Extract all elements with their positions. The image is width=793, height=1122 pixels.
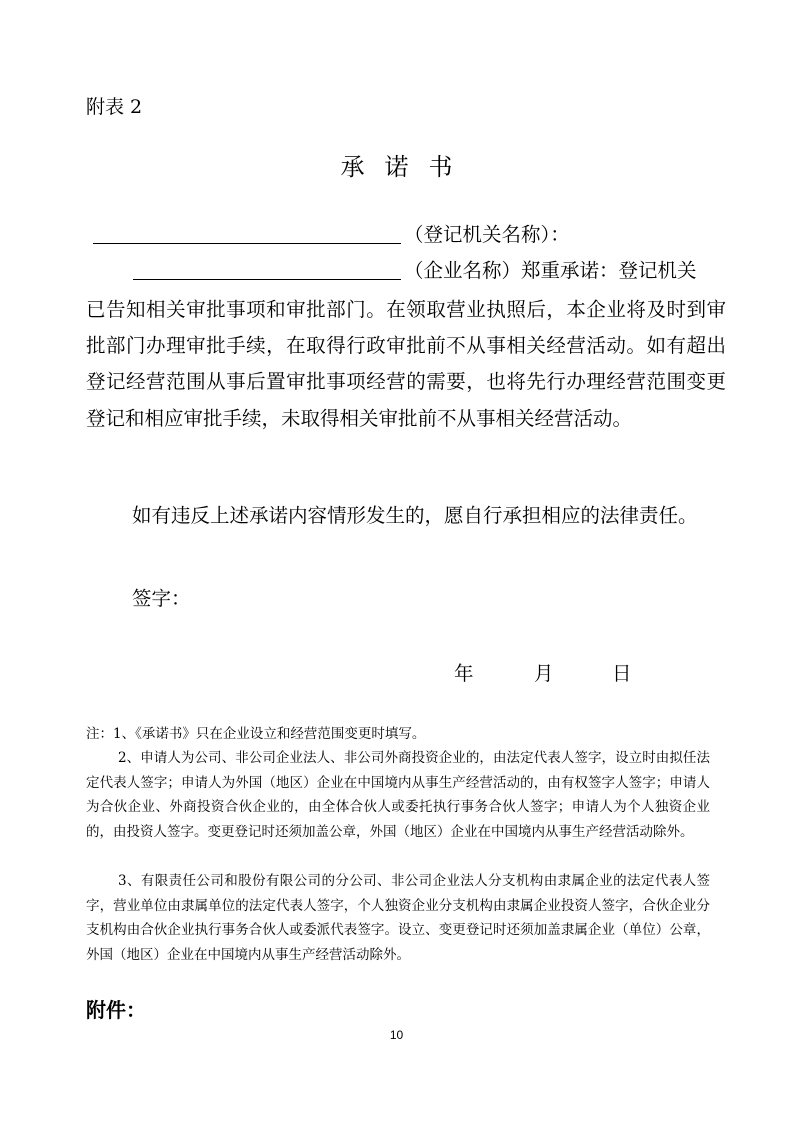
date-month-label: 月 — [534, 662, 554, 685]
document-title: 承诺书 — [340, 153, 473, 181]
signature-label: 签字： — [132, 587, 191, 610]
appendix-label: 附表 2 — [86, 96, 143, 118]
registration-authority-blank[interactable] — [93, 243, 401, 244]
attachment-label: 附件： — [86, 998, 146, 1022]
enterprise-name-blank[interactable] — [133, 279, 401, 280]
page-number: 10 — [389, 1028, 404, 1042]
note-2: 2、申请人为公司、非公司企业法人、非公司外商投资企业的，由法定代表人签字，设立时由拟任法定代表人签字；申请人为外国（地区）企业在中国境内从事生产经营活动的，由有权签字人签字；申请人为合伙企业、外商投资合伙企业的，由全体合伙人或委托执行事务合伙人签字；申请人为个人独资企业的，由投资人签字。变更登记时还须加盖公章，外国（地区）企业在中国境内从事生产经营活动除外。 — [86, 750, 710, 840]
date-day-label: 日 — [612, 662, 632, 685]
liability-paragraph: 如有违反上述承诺内容情形发生的，愿自行承担相应的法律责任。 — [132, 504, 698, 527]
commitment-paragraph: 已告知相关审批事项和审批部门。在领取营业执照后，本企业将及时到审批部门办理审批手续，在取得行政审批前不从事相关经营活动。如有超出登记经营范围从事后置审批事项经营的需要，也将先行办理经营范围变更登记和相应审批手续，未取得相关审批前不从事相关经营活动。 — [86, 298, 726, 430]
note-1: 注：1、《承诺书》只在企业设立和经营范围变更时填写。 — [86, 726, 426, 742]
note-3: 3、有限责任公司和股份有限公司的分公司、非公司企业法人分支机构由隶属企业的法定代表人签字，营业单位由隶属单位的法定代表人签字，个人独资企业分支机构由隶属企业投资人签字，合伙企业分支机构由合伙企业执行事务合伙人或委派代表签字。设立、变更登记时还须加盖隶属企业（单位）公章，外国（地区）企业在中国境内从事生产经营活动除外。 — [86, 873, 710, 963]
registration-authority-label: （登记机关名称）： — [404, 223, 570, 246]
enterprise-name-label: （企业名称）郑重承诺：登记机关 — [404, 259, 697, 282]
date-year-label: 年 — [454, 662, 474, 685]
